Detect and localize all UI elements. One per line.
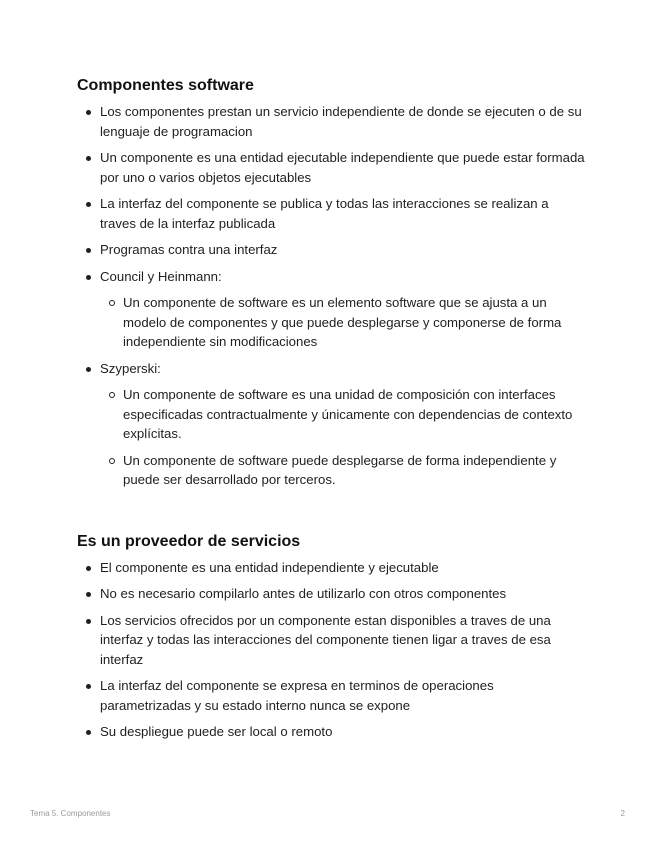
list-item-label: Council y Heinmann: [100,268,222,284]
list-item: El componente es una entidad independiente y ejecutable [77,558,587,578]
sub-list-item: Un componente de software es un elemento software que se ajusta a un modelo de componentes y que puede desplegarse y componerse de forma independiente sin modificaciones [100,293,587,352]
bullet-list-proveedor-servicios [77,558,587,742]
list-item-council [77,267,587,352]
list-item-szyperski [77,359,587,490]
list-item: Su despliegue puede ser local o remoto [77,722,587,742]
sub-list-council [100,293,587,352]
list-item: La interfaz del componente se expresa en terminos de operaciones parametrizadas y su estado interno nunca se expone [77,676,587,715]
sub-list-szyperski [100,385,587,490]
bullet-list-componentes-software [77,102,587,490]
list-item: No es necesario compilarlo antes de utilizarlo con otros componentes [77,584,587,604]
page-content [77,76,587,749]
list-item-label: Szyperski: [100,360,161,376]
list-item: Los componentes prestan un servicio independiente de donde se ejecuten o de su lenguaje de programacion [77,102,587,141]
list-item: La interfaz del componente se publica y todas las interacciones se realizan a traves de la interfaz publicada [77,194,587,233]
list-item: Los servicios ofrecidos por un componente estan disponibles a traves de una interfaz y todas las interacciones del componente tienen ligar a traves de esa interfaz [77,611,587,670]
footer-page-number: 2 [620,809,625,818]
footer-document-title: Tema 5. Componentes [30,809,111,818]
sub-list-item: Un componente de software puede desplegarse de forma independiente y puede ser desarrollado por terceros. [100,451,587,490]
section-heading-proveedor-servicios: Es un proveedor de servicios [77,532,301,550]
list-item: Programas contra una interfaz [77,240,587,260]
list-item: Un componente es una entidad ejecutable independiente que puede estar formada por uno o varios objetos ejecutables [77,148,587,187]
section-heading-componentes-software: Componentes software [77,77,254,94]
sub-list-item: Un componente de software es una unidad de composición con interfaces especificadas contractualmente y únicamente con dependencias de contexto explícitas. [100,385,587,444]
